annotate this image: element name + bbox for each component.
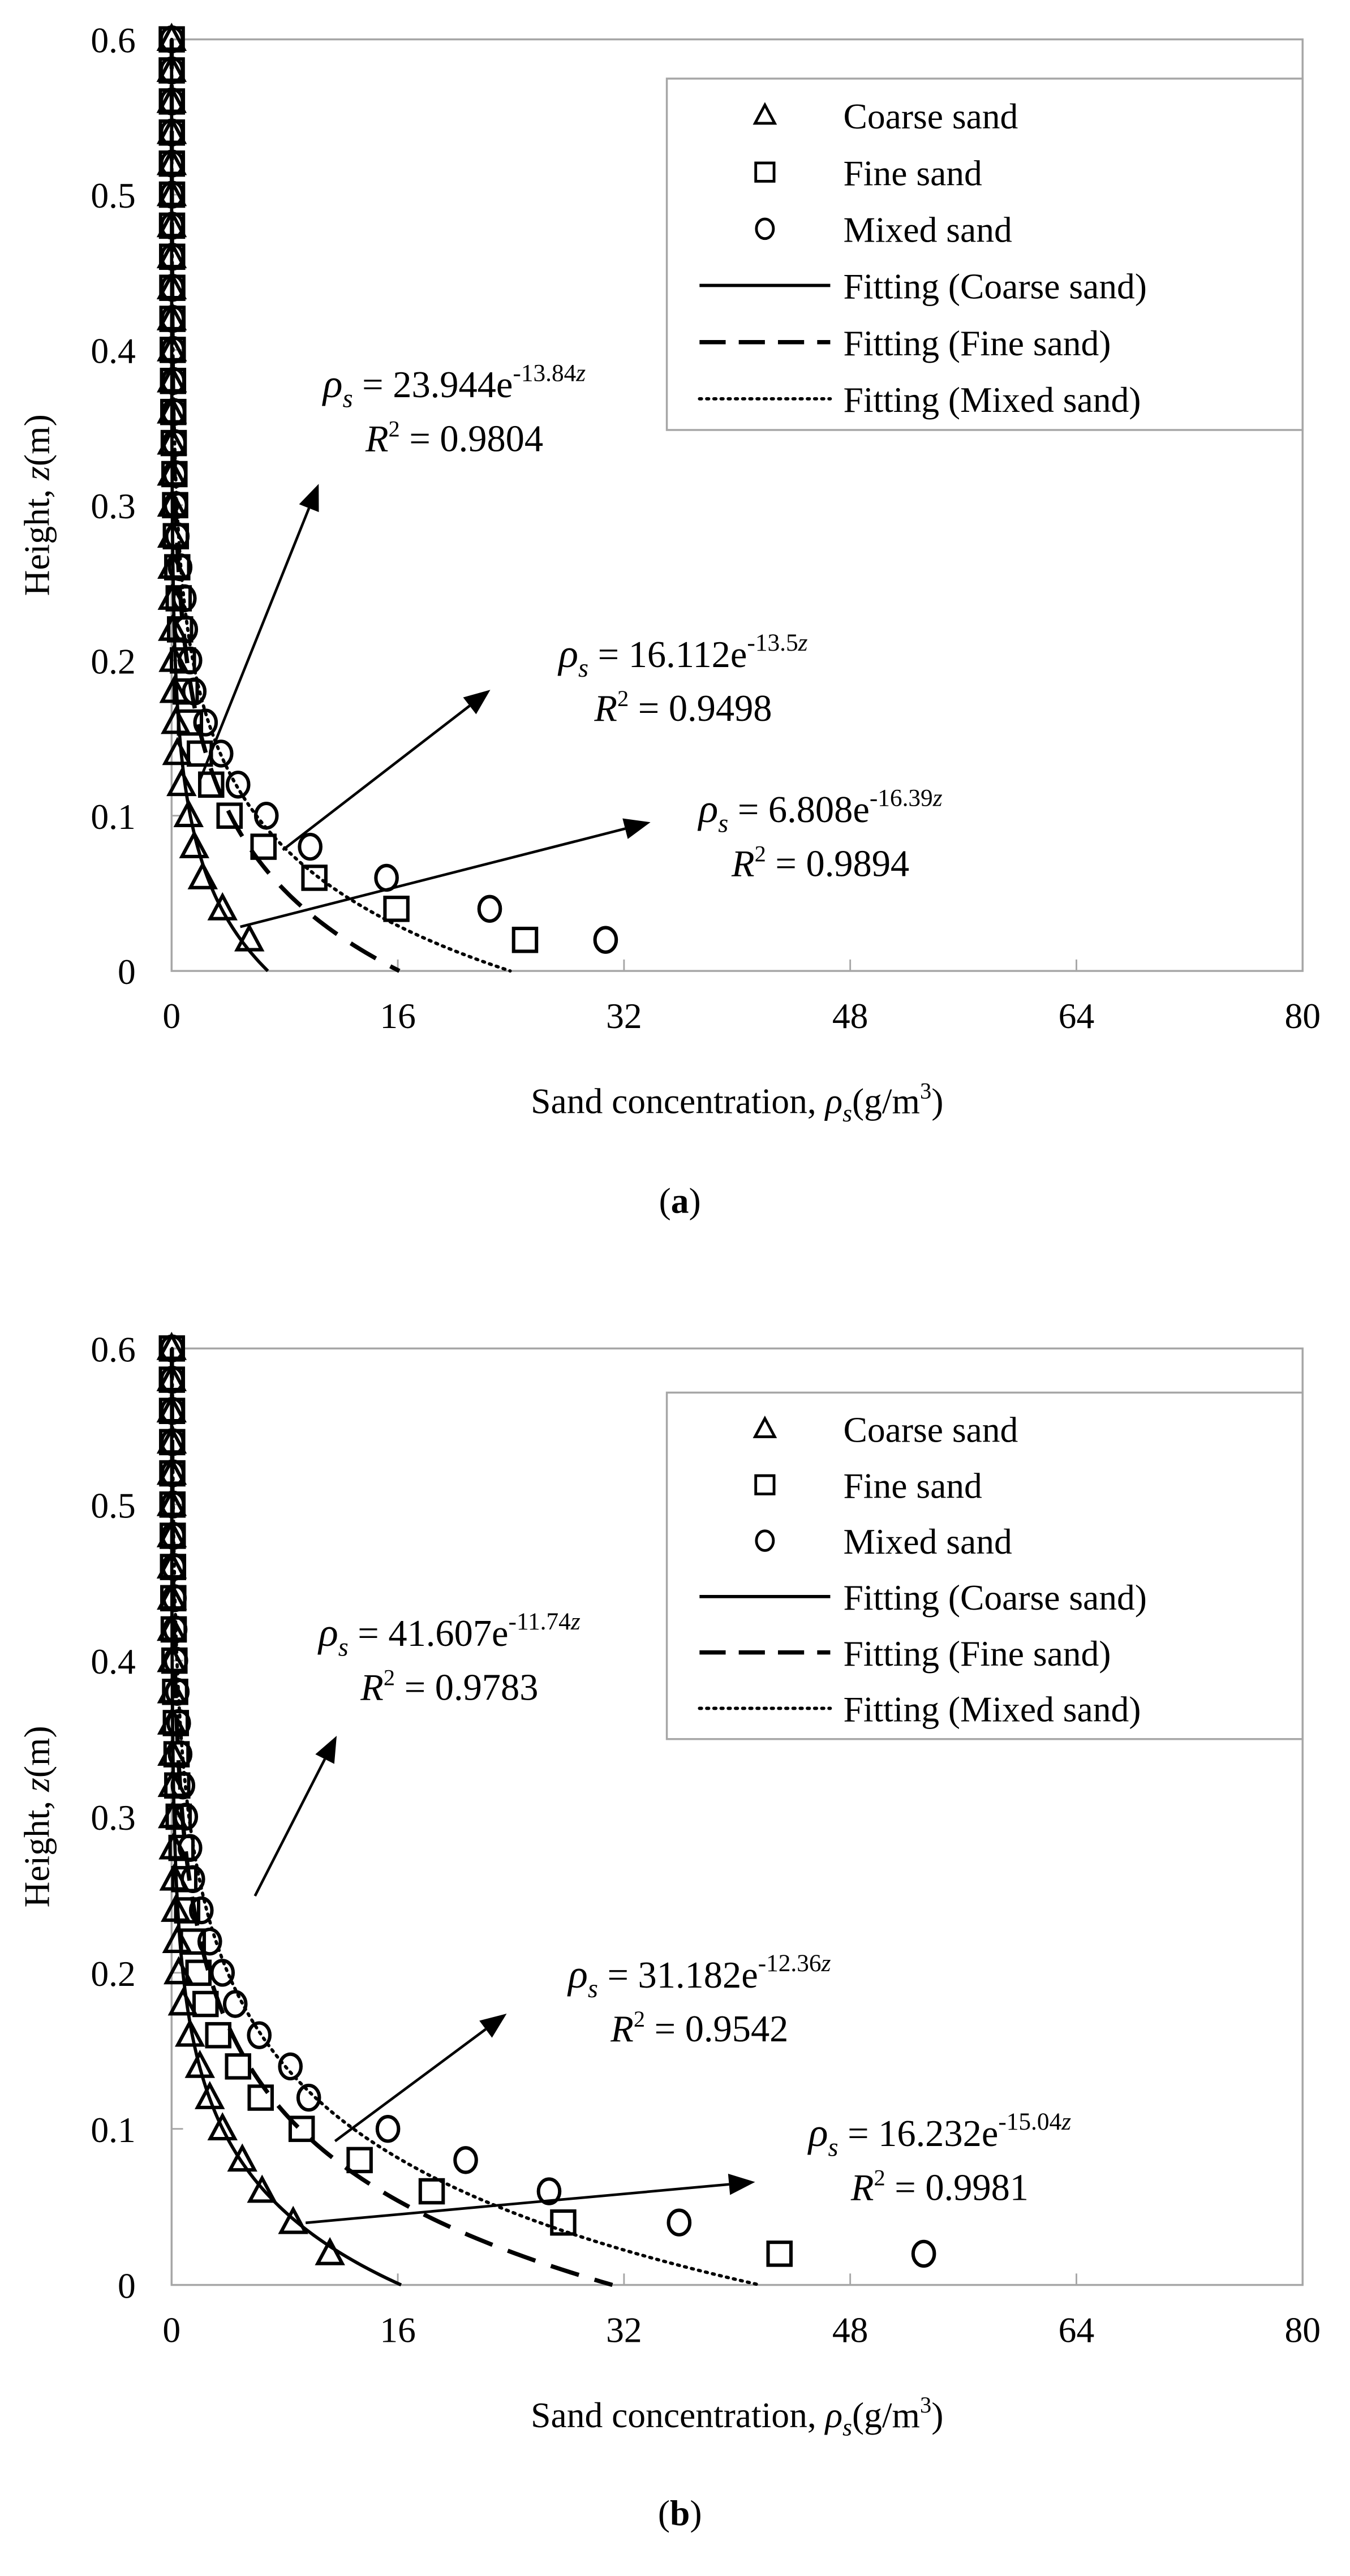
y-tick-label: 0.3 bbox=[91, 485, 136, 526]
circle-marker bbox=[455, 2148, 476, 2172]
circle-marker bbox=[479, 897, 501, 921]
arrowhead-icon bbox=[463, 690, 491, 714]
fit-equation: $\rho_s = 6.808e^{-16.39}z$ bbox=[698, 784, 943, 838]
x-tick-label: 64 bbox=[1058, 2310, 1095, 2350]
circle-marker bbox=[227, 772, 249, 797]
x-tick-label: 0 bbox=[162, 996, 181, 1037]
fit-equation-annotation bbox=[255, 1608, 581, 1896]
y-tick-label: 0.2 bbox=[91, 1953, 136, 1994]
circle-marker bbox=[595, 928, 617, 952]
fit-curve-dotted bbox=[171, 40, 510, 971]
chart-panel-a bbox=[17, 20, 1321, 1221]
y-tick-label: 0.1 bbox=[91, 796, 136, 837]
y-tick-label: 0.6 bbox=[91, 1329, 136, 1370]
x-tick-label: 16 bbox=[380, 2310, 416, 2350]
x-tick-label: 48 bbox=[832, 2310, 869, 2350]
legend-label: Fine sand bbox=[843, 1465, 982, 1506]
x-tick-label: 48 bbox=[832, 996, 869, 1037]
circle-marker bbox=[377, 2117, 399, 2141]
triangle-marker bbox=[191, 865, 215, 887]
triangle-marker bbox=[169, 772, 194, 794]
circle-marker bbox=[299, 835, 321, 859]
fit-equation: $\rho_s = 16.112e^{-13.5}z$ bbox=[558, 629, 808, 683]
square-marker bbox=[250, 2086, 272, 2109]
triangle-marker bbox=[178, 2022, 202, 2045]
chart-panel-b bbox=[17, 1329, 1321, 2533]
y-tick-label: 0.6 bbox=[91, 20, 136, 61]
x-axis-title: Sand concentration, $\rho_s(g/m^3)$ bbox=[531, 1078, 944, 1127]
y-tick-label: 0.3 bbox=[91, 1797, 136, 1838]
x-tick-label: 64 bbox=[1058, 996, 1095, 1037]
legend-label: Fitting (Coarse sand) bbox=[843, 1577, 1147, 1618]
circle-marker bbox=[669, 2211, 690, 2235]
fit-curve-dashed bbox=[171, 40, 399, 971]
square-marker bbox=[194, 1993, 217, 2015]
legend-label: Fitting (Fine sand) bbox=[843, 322, 1111, 363]
circle-marker bbox=[256, 803, 277, 828]
y-tick-label: 0.5 bbox=[91, 175, 136, 216]
legend-label: Mixed sand bbox=[843, 209, 1012, 250]
y-axis-title: Height, z(m) bbox=[16, 414, 57, 596]
panel-label: (a) bbox=[659, 1180, 701, 1221]
legend-label: Fitting (Fine sand) bbox=[843, 1633, 1111, 1674]
fit-curve-solid bbox=[171, 1348, 401, 2285]
chart-legend bbox=[667, 1392, 1303, 1739]
annotation-arrow-line bbox=[335, 2029, 485, 2141]
square-marker bbox=[303, 866, 325, 889]
chart-legend bbox=[667, 79, 1303, 430]
annotation-arrow-line bbox=[255, 1759, 325, 1896]
fit-equation: $\rho_s = 31.182e^{-12.36}z$ bbox=[568, 1949, 831, 2003]
r-squared-value: $R^2 = 0.9783$ bbox=[360, 1665, 539, 1709]
legend-label: Coarse sand bbox=[843, 1409, 1018, 1450]
y-tick-label: 0.1 bbox=[91, 2109, 136, 2150]
triangle-marker bbox=[182, 833, 207, 856]
x-tick-label: 32 bbox=[606, 996, 642, 1037]
arrowhead-icon bbox=[622, 818, 650, 838]
fit-equation-annotation bbox=[240, 784, 943, 927]
triangle-marker bbox=[165, 741, 190, 763]
square-marker bbox=[227, 2055, 250, 2078]
y-axis-title: Height, z(m) bbox=[16, 1726, 57, 1908]
circle-marker bbox=[913, 2242, 935, 2266]
triangle-marker bbox=[165, 1929, 190, 1951]
annotation-arrow-line bbox=[240, 829, 625, 927]
legend-label: Mixed sand bbox=[843, 1521, 1012, 1562]
panel-label: (b) bbox=[657, 2493, 702, 2534]
arrowhead-icon bbox=[479, 2014, 506, 2038]
fit-equation-annotation bbox=[306, 2108, 1071, 2223]
legend-label: Fitting (Coarse sand) bbox=[843, 266, 1147, 307]
legend-label: Fine sand bbox=[843, 153, 982, 193]
y-tick-label: 0.2 bbox=[91, 641, 136, 682]
circle-marker bbox=[248, 2023, 270, 2048]
square-marker bbox=[514, 928, 536, 951]
legend-label: Coarse sand bbox=[843, 96, 1018, 137]
r-squared-value: $R^2 = 0.9894$ bbox=[732, 841, 910, 885]
circle-marker bbox=[212, 1960, 233, 1985]
fit-equation-annotation bbox=[199, 359, 586, 781]
y-tick-label: 0 bbox=[117, 2265, 136, 2306]
arrowhead-icon bbox=[315, 1736, 337, 1764]
legend-label: Fitting (Mixed sand) bbox=[843, 1689, 1141, 1730]
r-squared-value: $R^2 = 0.9498$ bbox=[594, 686, 772, 730]
r-squared-value: $R^2 = 0.9804$ bbox=[365, 416, 544, 460]
fit-curve-dashed bbox=[172, 1348, 613, 2285]
square-marker bbox=[385, 897, 407, 920]
triangle-marker bbox=[164, 709, 188, 732]
fit-equation: $\rho_s = 41.607e^{-11.74}z$ bbox=[319, 1608, 581, 1662]
square-marker bbox=[207, 2024, 230, 2046]
y-tick-label: 0 bbox=[117, 952, 136, 992]
x-tick-label: 80 bbox=[1284, 996, 1321, 1037]
series-fine-sand bbox=[160, 28, 536, 951]
arrowhead-icon bbox=[728, 2174, 755, 2195]
fit-equation: $\rho_s = 23.944e^{-13.84}z$ bbox=[323, 359, 586, 413]
y-tick-label: 0.4 bbox=[91, 330, 136, 371]
y-tick-label: 0.5 bbox=[91, 1485, 136, 1526]
legend-label: Fitting (Mixed sand) bbox=[843, 379, 1141, 420]
square-marker bbox=[348, 2149, 371, 2171]
x-axis-title: Sand concentration, $\rho_s(g/m^3)$ bbox=[531, 2392, 944, 2441]
r-squared-value: $R^2 = 0.9542$ bbox=[610, 2006, 789, 2050]
x-tick-label: 80 bbox=[1284, 2310, 1321, 2350]
x-tick-label: 0 bbox=[162, 2310, 181, 2350]
arrowhead-icon bbox=[299, 484, 319, 512]
square-marker bbox=[768, 2242, 791, 2265]
y-tick-label: 0.4 bbox=[91, 1641, 136, 1682]
x-tick-label: 32 bbox=[606, 2310, 642, 2350]
annotation-arrow-line bbox=[283, 706, 470, 850]
fit-equation: $\rho_s = 16.232e^{-15.04}z$ bbox=[808, 2108, 1072, 2162]
annotation-arrow-line bbox=[199, 508, 309, 781]
fit-equation-annotation bbox=[335, 1950, 831, 2141]
r-squared-value: $R^2 = 0.9981$ bbox=[850, 2165, 1029, 2209]
x-tick-label: 16 bbox=[380, 996, 416, 1037]
annotation-arrow-line bbox=[306, 2184, 729, 2223]
square-marker bbox=[420, 2180, 443, 2203]
triangle-marker bbox=[171, 1991, 195, 2014]
circle-marker bbox=[280, 2054, 301, 2079]
